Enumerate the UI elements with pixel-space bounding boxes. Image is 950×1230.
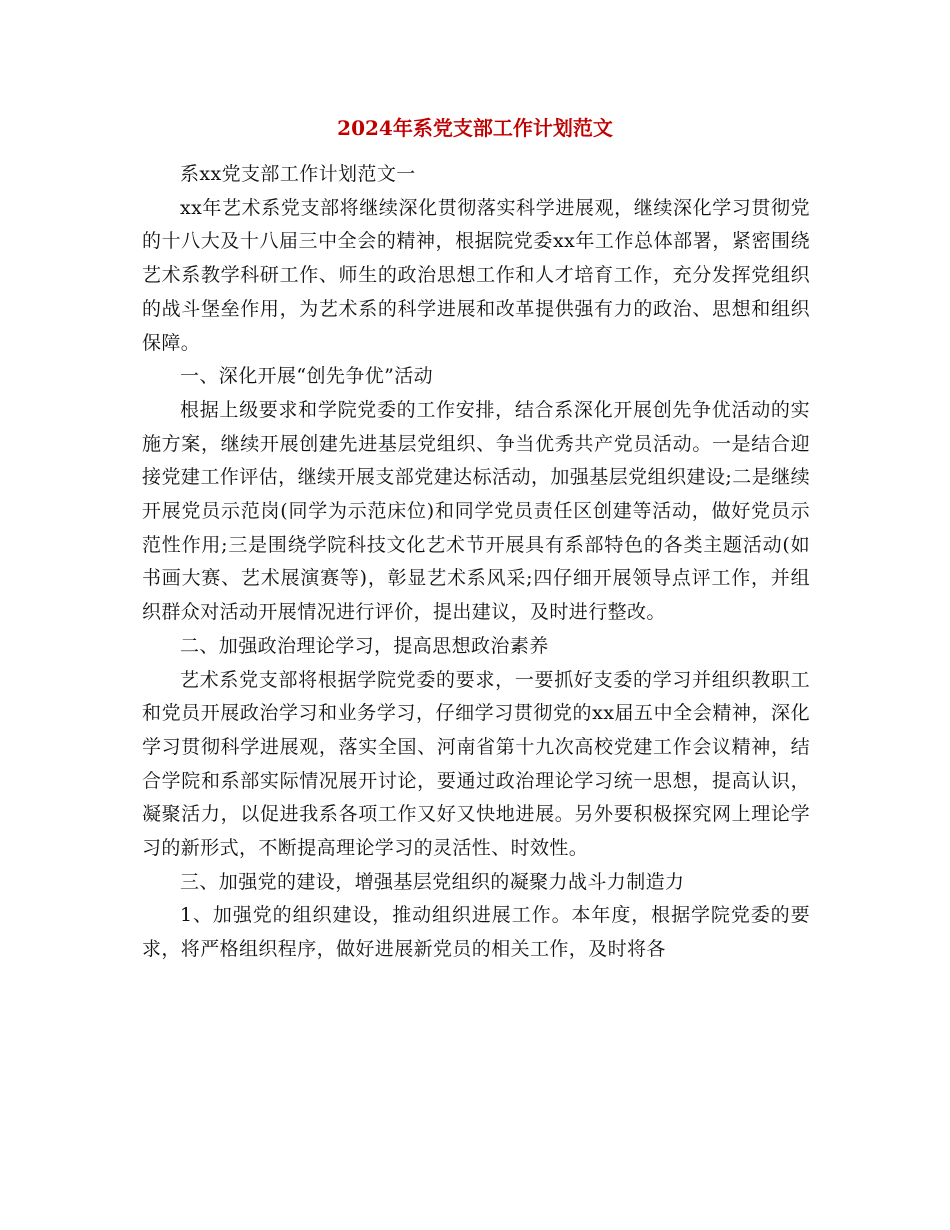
body-paragraph: xx年艺术系党支部将继续深化贯彻落实科学进展观，继续深化学习贯彻党的十八大及十八届三中全会的精神，根据院党委xx年工作总体部署，紧密围绕艺术系教学科研工作、师生的政治思想工作和人才培育工作，充分发挥党组织的战斗堡垒作用，为艺术系的科学进展和改革提供强有力的政治、思想和组织保障。	[142, 196, 810, 354]
document-title: 2024年系党支部工作计划范文	[337, 116, 613, 140]
document-body	[142, 158, 810, 967]
body-paragraph: 根据上级要求和学院党委的工作安排，结合系深化开展创先争优活动的实施方案，继续开展创建先进基层党组织、争当优秀共产党员活动。一是结合迎接党建工作评估，继续开展支部党建达标活动，加强基层党组织建设;二是继续开展党员示范岗(同学为示范床位)和同学党员责任区创建等活动，做好党员示范性作用;三是围绕学院科技文化艺术节开展具有系部特色的各类主题活动(如书画大赛、艺术展演赛等)，彰显艺术系风采;四仔细开展领导点评工作，并组织群众对活动开展情况进行评价，提出建议，及时进行整改。	[142, 398, 810, 624]
subtitle-paragraph: 系xx党支部工作计划范文一	[180, 163, 416, 185]
body-paragraph: 1、加强党的组织建设，推动组织进展工作。本年度，根据学院党委的要求，将严格组织程序，做好进展新党员的相关工作，及时将各	[142, 904, 810, 961]
section-heading: 二、加强政治理论学习，提高思想政治素养	[180, 634, 549, 657]
section-heading: 一、深化开展“创先争优”活动	[180, 365, 434, 388]
section-heading: 三、加强党的建设，增强基层党组织的凝聚力战斗力制造力	[180, 870, 685, 893]
body-paragraph: 艺术系党支部将根据学院党委的要求，一要抓好支委的学习并组织教职工和党员开展政治学习和业务学习，仔细学习贯彻党的xx届五中全会精神，深化学习贯彻科学进展观，落实全国、河南省第十九次高校党建工作会议精神，结合学院和系部实际情况展开讨论，要通过政治理论学习统一思想，提高认识，凝聚活力，以促进我系各项工作又好又快地进展。另外要积极探究网上理论学习的新形式，不断提高理论学习的灵活性、时效性。	[142, 668, 810, 860]
